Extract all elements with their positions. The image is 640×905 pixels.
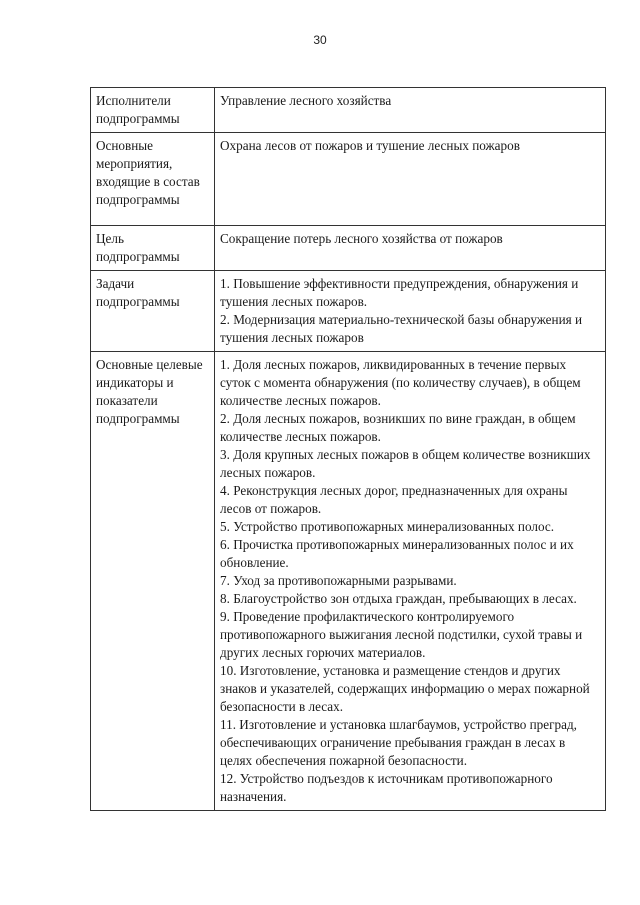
list-item: 11. Изготовление и установка шлагбаумов, устройство преград, обеспечивающих ограничение пребывания граждан в лесах в целях обеспечения пожарной безопасности.: [220, 717, 577, 768]
list-item: 9. Проведение профилактического контролируемого противопожарного выжигания лесной подстилки, сухой травы и других лесных горючих материалов.: [220, 609, 583, 660]
subprogram-passport-table: [90, 87, 606, 811]
row-label: Основные мероприятия, входящие в состав подпрограммы: [91, 133, 215, 226]
list-item: 12. Устройство подъездов к источникам противопожарного назначения.: [220, 771, 553, 804]
row-label: Исполнители подпрограммы: [91, 88, 215, 133]
list-item: 2. Модернизация материально-технической базы обнаружения и тушения лесных пожаров: [220, 312, 583, 345]
table-row-indicators: [91, 352, 606, 811]
row-value-text: Охрана лесов от пожаров и тушение лесных пожаров: [220, 138, 520, 153]
list-item: 2. Доля лесных пожаров, возникших по вине граждан, в общем количестве лесных пожаров.: [220, 411, 576, 444]
list-item: 10. Изготовление, установка и размещение стендов и других знаков и указателей, содержащих информацию о мерах пожарной безопасности в лесах.: [220, 663, 590, 714]
page-number: 30: [313, 33, 327, 47]
list-item: 4. Реконструкция лесных дорог, предназначенных для охраны лесов от пожаров.: [220, 483, 568, 516]
list-item: 3. Доля крупных лесных пожаров в общем количестве возникших лесных пожаров.: [220, 447, 591, 480]
table-row-goal: [91, 226, 606, 271]
row-value: [215, 226, 606, 271]
row-value: [215, 271, 606, 352]
list-item: 1. Повышение эффективности предупреждения, обнаружения и тушения лесных пожаров.: [220, 276, 579, 309]
row-value: [215, 352, 606, 811]
table-row-main-activities: [91, 133, 606, 226]
list-item: 5. Устройство противопожарных минерализованных полос.: [220, 519, 555, 534]
table-row-tasks: [91, 271, 606, 352]
list-item: 1. Доля лесных пожаров, ликвидированных в течение первых суток с момента обнаружения (по количеству случаев), в общем количестве лесных пожаров.: [220, 357, 581, 408]
table-row-executors: [91, 88, 606, 133]
row-value-text: Сокращение потерь лесного хозяйства от пожаров: [220, 231, 503, 246]
row-label: Цель подпрограммы: [91, 226, 215, 271]
list-item: 6. Прочистка противопожарных минерализованных полос и их обновление.: [220, 537, 574, 570]
list-item: 8. Благоустройство зон отдыха граждан, пребывающих в лесах.: [220, 591, 577, 606]
row-label: Основные целевые индикаторы и показатели подпрограммы: [91, 352, 215, 811]
row-value: [215, 88, 606, 133]
list-item: 7. Уход за противопожарными разрывами.: [220, 573, 457, 588]
row-label: Задачи подпрограммы: [91, 271, 215, 352]
row-value-text: Управление лесного хозяйства: [220, 93, 392, 108]
row-value: [215, 133, 606, 226]
